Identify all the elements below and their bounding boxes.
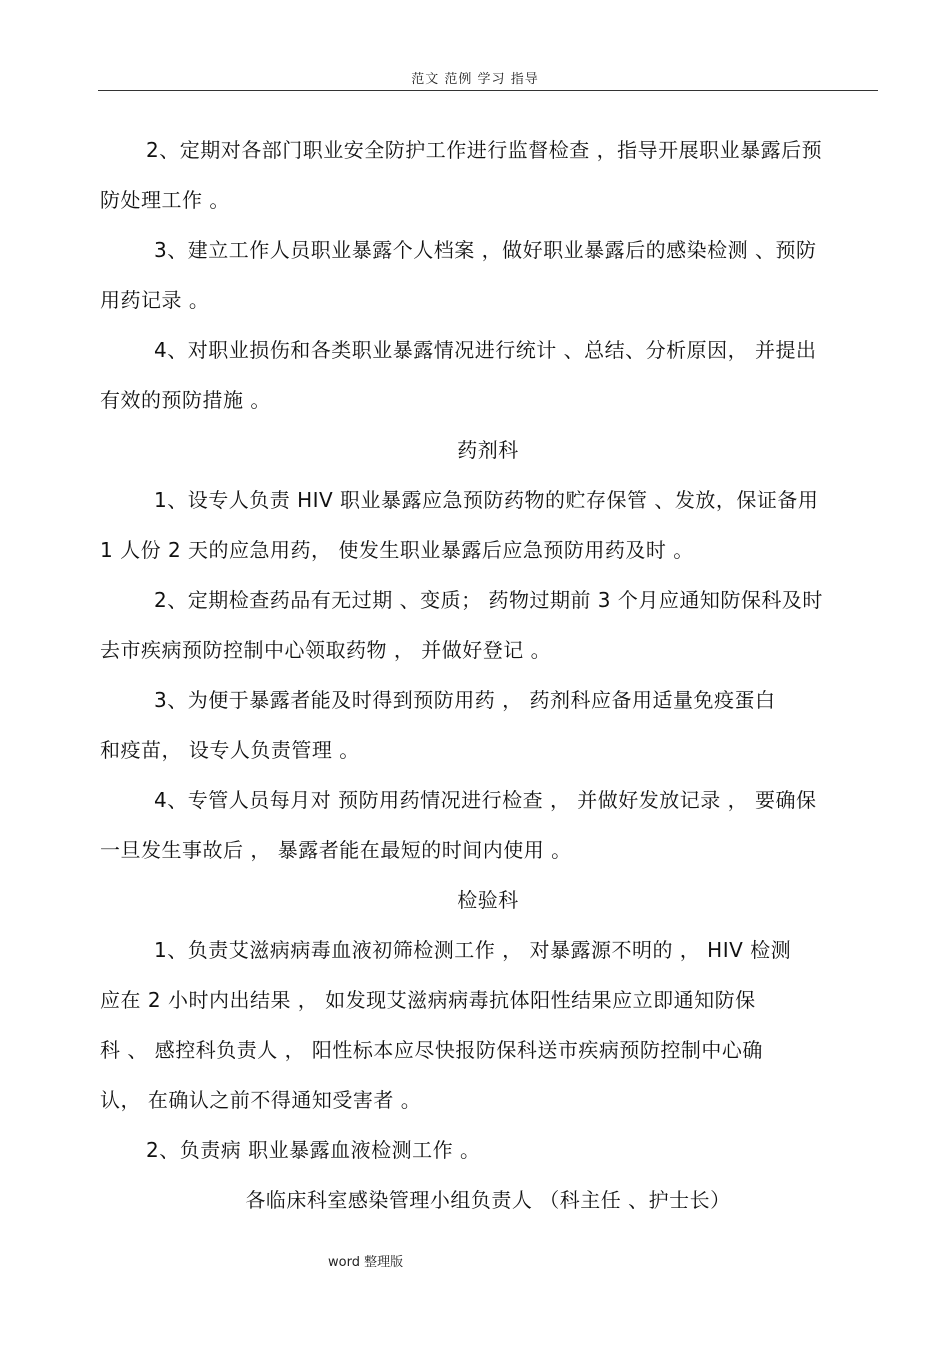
section-heading-laboratory: 检验科 bbox=[457, 888, 519, 912]
paragraph-line: 认， 在确认之前不得通知受害者 。 bbox=[100, 1088, 422, 1112]
header-divider bbox=[98, 90, 878, 91]
section-heading-pharmacy: 药剂科 bbox=[457, 438, 519, 462]
paragraph-line: 2、定期对各部门职业安全防护工作进行监督检查 ，指导开展职业暴露后预 bbox=[146, 138, 823, 162]
paragraph-line: 1、负责艾滋病病毒血液初筛检测工作 ， 对暴露源不明的 ， HIV 检测 bbox=[154, 938, 792, 962]
paragraph-line: 4、对职业损伤和各类职业暴露情况进行统计 、总结、分析原因， 并提出 bbox=[154, 338, 817, 362]
paragraph-line: 去市疾病预防控制中心领取药物 ， 并做好登记 。 bbox=[100, 638, 552, 662]
paragraph-line: 用药记录 。 bbox=[100, 288, 210, 312]
paragraph-line: 3、建立工作人员职业暴露个人档案 ，做好职业暴露后的感染检测 、预防 bbox=[154, 238, 817, 262]
section-heading-clinical: 各临床科室感染管理小组负责人 （科主任 、护士长） bbox=[245, 1188, 731, 1212]
paragraph-line: 应在 2 小时内出结果 ， 如发现艾滋病病毒抗体阳性结果应立即通知防保 bbox=[100, 988, 756, 1012]
paragraph-line: 科 、 感控科负责人 ， 阳性标本应尽快报防保科送市疾病预防控制中心确 bbox=[100, 1038, 763, 1062]
paragraph-line: 防处理工作 。 bbox=[100, 188, 230, 212]
paragraph-line: 1 人份 2 天的应急用药， 使发生职业暴露后应急预防用药及时 。 bbox=[100, 538, 694, 562]
paragraph-line: 4、专管人员每月对 预防用药情况进行检查 ， 并做好发放记录 ， 要确保 bbox=[154, 788, 817, 812]
page-footer: word 整理版 bbox=[328, 1255, 404, 1270]
page-header: 范文 范例 学习 指导 bbox=[411, 72, 539, 87]
paragraph-line: 1、设专人负责 HIV 职业暴露应急预防药物的贮存保管 、发放，保证备用 bbox=[154, 488, 819, 512]
paragraph-line: 有效的预防措施 。 bbox=[100, 388, 271, 412]
paragraph-line: 3、为便于暴露者能及时得到预防用药 ， 药剂科应备用适量免疫蛋白 bbox=[154, 688, 776, 712]
document-body bbox=[100, 125, 876, 1225]
paragraph-line: 一旦发生事故后 ， 暴露者能在最短的时间内使用 。 bbox=[100, 838, 572, 862]
paragraph-line: 和疫苗， 设专人负责管理 。 bbox=[100, 738, 360, 762]
paragraph-line: 2、负责病 职业暴露血液检测工作 。 bbox=[146, 1138, 481, 1162]
paragraph-line: 2、定期检查药品有无过期 、变质； 药物过期前 3 个月应通知防保科及时 bbox=[154, 588, 823, 612]
